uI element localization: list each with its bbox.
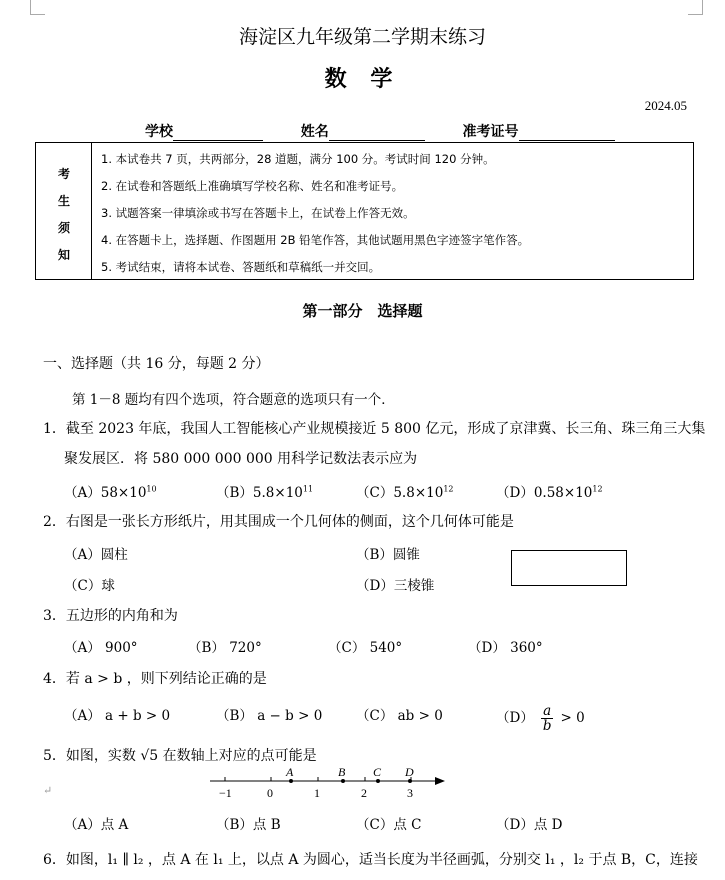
candidate-notice-box xyxy=(35,142,694,280)
q4-option-a[interactable]: （A） a + b > 0 xyxy=(64,708,171,724)
notice-heading-char: 知 xyxy=(58,248,71,262)
option-base: 5.8×10 xyxy=(393,485,444,501)
section-title: 第一部分 选择题 xyxy=(302,302,423,320)
q1-option-b[interactable] xyxy=(216,481,313,501)
option-exponent: 10 xyxy=(146,484,157,494)
q5-option-c[interactable]: （C）点 C xyxy=(356,817,422,833)
fraction-tail: > 0 xyxy=(560,710,585,726)
notice-item: 1. 本试卷共 7 页，共两部分，28 道题，满分 100 分。考试时间 120 分钟。 xyxy=(101,152,495,166)
notice-heading xyxy=(36,143,92,279)
fraction xyxy=(541,704,553,733)
exam-title: 海淀区九年级第二学期末练习 xyxy=(238,26,486,48)
option-base: 58×10 xyxy=(100,485,147,501)
option-label: （D） xyxy=(496,485,534,501)
school-blank[interactable] xyxy=(173,126,263,141)
q2-option-d[interactable]: （D）三棱锥 xyxy=(356,578,435,594)
q5-text: 5．如图，实数 √5 在数轴上对应的点可能是 xyxy=(43,748,317,764)
paragraph-mark-icon: ↵ xyxy=(43,784,53,797)
notice-heading-char: 生 xyxy=(58,194,71,208)
point-label: D xyxy=(405,765,414,779)
q2-option-b[interactable]: （B）圆锥 xyxy=(356,547,420,563)
option-label: （D） xyxy=(496,710,534,726)
tick-label: 3 xyxy=(407,786,413,800)
notice-heading-char: 须 xyxy=(58,221,71,235)
q3-option-a[interactable]: （A） 900° xyxy=(64,640,138,656)
option-exponent: 12 xyxy=(592,484,603,494)
option-base: 5.8×10 xyxy=(252,485,303,501)
notice-item: 2. 在试卷和答题纸上准确填写学校名称、姓名和准考证号。 xyxy=(101,179,404,193)
exam-no-blank[interactable] xyxy=(519,126,615,141)
q2-option-a[interactable]: （A）圆柱 xyxy=(64,547,128,563)
notice-item: 5. 考试结束，请将本试卷、答题纸和草稿纸一并交回。 xyxy=(101,260,381,274)
q2-text: 2．右图是一张长方形纸片，用其围成一个几何体的侧面，这个几何体可能是 xyxy=(43,514,514,530)
tick-label: 0 xyxy=(267,786,273,800)
option-exponent: 12 xyxy=(443,484,454,494)
q1-option-d[interactable] xyxy=(496,481,603,501)
notice-heading-char: 考 xyxy=(58,167,71,181)
q1-option-a[interactable] xyxy=(64,481,157,501)
tick-label: 2 xyxy=(361,786,367,800)
fraction-denominator: b xyxy=(542,718,552,734)
name-label: 姓名 xyxy=(300,124,329,140)
tick-label: 1 xyxy=(314,786,320,800)
q1-text-line1: 1．截至 2023 年底，我国人工智能核心产业规模接近 5 800 亿元，形成了京津冀、长三角、珠三角三大集 xyxy=(43,421,706,437)
arrow-right-icon xyxy=(435,777,445,785)
q1-text-line2: 聚发展区．将 580 000 000 000 用科学记数法表示应为 xyxy=(64,451,418,467)
part1-instruction: 第 1－8 题均有四个选项，符合题意的选项只有一个． xyxy=(72,392,395,408)
q1-option-c[interactable] xyxy=(356,481,454,501)
notice-item: 3. 试题答案一律填涂或书写在答题卡上，在试卷上作答无效。 xyxy=(101,206,415,220)
crop-mark-top-left xyxy=(30,0,45,15)
option-label: （B） xyxy=(216,485,253,501)
tick-label: −1 xyxy=(219,786,232,800)
q4-option-c[interactable]: （C） ab > 0 xyxy=(356,708,443,724)
crop-mark-top-right xyxy=(688,0,703,15)
q5-option-a[interactable]: （A）点 A xyxy=(64,817,129,833)
option-label: （A） xyxy=(64,485,101,501)
point-label: B xyxy=(338,765,346,779)
q3-option-d[interactable]: （D） 360° xyxy=(468,640,543,656)
tick-marks xyxy=(225,777,411,781)
student-info-fields xyxy=(145,121,615,141)
fraction-numerator: a xyxy=(543,703,552,719)
q5-option-b[interactable]: （B）点 B xyxy=(216,817,281,833)
point-label: A xyxy=(286,765,294,779)
option-exponent: 11 xyxy=(302,484,314,494)
q3-option-c[interactable]: （C） 540° xyxy=(328,640,403,656)
q6-text: 6．如图，l₁ ∥ l₂ ，点 A 在 l₁ 上，以点 A 为圆心，适当长度为半径画弧，分别交 l₁ ，l₂ 于点 B，C，连接 xyxy=(43,852,698,868)
number-line-figure xyxy=(205,764,450,802)
q3-option-b[interactable]: （B） 720° xyxy=(188,640,262,656)
q4-option-d[interactable] xyxy=(496,704,585,733)
school-label: 学校 xyxy=(145,124,173,140)
point-label: C xyxy=(373,765,382,779)
exam-subject: 数 学 xyxy=(324,66,401,92)
name-blank[interactable] xyxy=(329,126,425,141)
q4-text: 4．若 a > b ，则下列结论正确的是 xyxy=(43,671,267,687)
option-label: （C） xyxy=(356,485,394,501)
exam-date: 2024.05 xyxy=(644,98,687,113)
q2-option-c[interactable]: （C）球 xyxy=(64,578,115,594)
exam-no-label: 准考证号 xyxy=(462,124,519,140)
option-base: 0.58×10 xyxy=(533,485,593,501)
q3-text: 3．五边形的内角和为 xyxy=(43,608,178,624)
part1-heading: 一、选择题（共 16 分，每题 2 分） xyxy=(43,356,270,372)
rectangle-paper-figure xyxy=(511,550,627,586)
q5-option-d[interactable]: （D）点 D xyxy=(496,817,563,833)
notice-item: 4. 在答题卡上，选择题、作图题用 2B 铅笔作答，其他试题用黑色字迹签字笔作答。 xyxy=(101,233,530,247)
q4-option-b[interactable]: （B） a − b > 0 xyxy=(216,708,323,724)
